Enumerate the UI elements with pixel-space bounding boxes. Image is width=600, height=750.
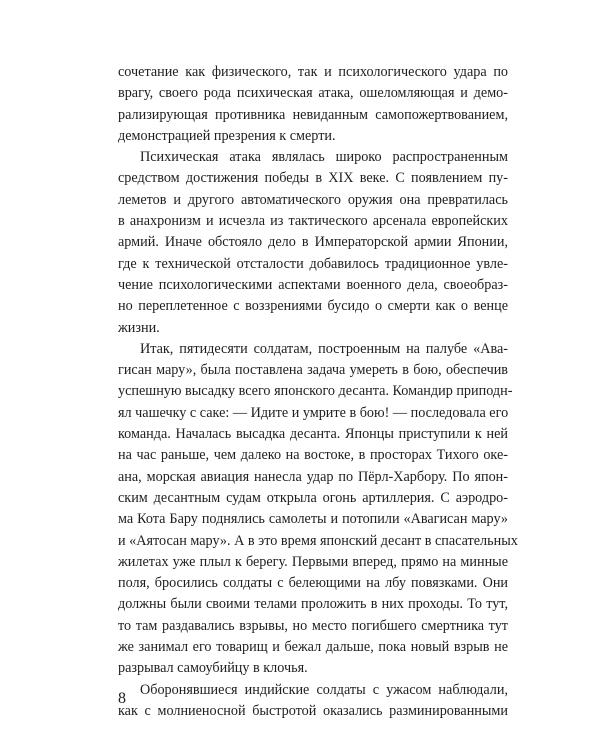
text-line: демонстрацией презрения к смерти.	[118, 127, 336, 144]
paragraph-1	[118, 62, 508, 147]
text-line: в анахронизм и исчезла из тактического арсенала европейских	[118, 213, 508, 230]
text-line: как с молниеносной быстротой оказались разминированными	[118, 702, 508, 719]
text-line: ана, морская авиация нанесла удар по Пёрл-Харбору. По япон-	[118, 468, 508, 485]
page-number: 8	[118, 690, 126, 707]
text-line: Итак, пятидесяти солдатам, построенным на палубе «Ава-	[140, 340, 508, 357]
text-line: гисан мару», была поставлена задача умереть в бою, обеспечив	[118, 362, 508, 379]
text-line: команда. Началась высадка десанта. Японцы приступили к ней	[118, 426, 508, 443]
text-line: Психическая атака являлась широко распространенным	[140, 149, 508, 166]
text-line: армий. Иначе обстояло дело в Императорской армии Японии,	[118, 234, 508, 251]
text-line: же занимал его товарищ и бежал дальше, пока новый взрыв не	[118, 639, 508, 656]
text-line: разрывал самоубийцу в клочья.	[118, 660, 308, 677]
text-line: поля, бросились солдаты с белеющими на лбу повязками. Они	[118, 575, 508, 592]
paragraph-2	[118, 147, 508, 339]
text-line: чение психологическими аспектами военного дела, своеобраз-	[118, 276, 508, 293]
paragraph-4	[118, 680, 508, 723]
text-line: сочетание как физического, так и психологического удара по	[118, 64, 508, 80]
text-line: врагу, своего рода психическая атака, ошеломляющая и демо-	[118, 85, 508, 102]
text-line: ма Кота Бару поднялись самолеты и потопили «Авагисан мару»	[118, 511, 508, 528]
text-line: Оборонявшиеся индийские солдаты с ужасом наблюдали,	[140, 681, 508, 698]
text-line: должны были своими телами проложить в них проходы. То тут,	[118, 596, 508, 613]
body-text	[118, 62, 518, 722]
text-line: жилетах уже плыл к берегу. Первыми вперед, прямо на минные	[118, 553, 508, 570]
text-line: успешную высадку всего японского десанта. Командир приподн-	[118, 383, 513, 400]
text-line: леметов и другого автоматического оружия она превратилась	[118, 191, 508, 208]
text-line: рализирующая противника невиданным самопожертвованием,	[118, 106, 508, 123]
text-line: жизни.	[118, 319, 160, 336]
text-line: то там раздавались взрывы, но место погибшего смертника тут	[118, 617, 508, 634]
paragraph-3	[118, 339, 518, 680]
text-line: и «Аятосан мару». А в это время японский десант в спасательных	[118, 532, 518, 549]
text-line: ял чашечку с саке: — Идите и умрите в бою! — последовала его	[118, 404, 509, 421]
text-line: ским десантным судам открыла огонь артиллерия. С аэродро-	[118, 489, 508, 506]
text-line: на час раньше, чем далеко на востоке, в просторах Тихого оке-	[118, 447, 508, 464]
text-line: но переплетенное с воззрениями бусидо о смерти как о венце	[118, 298, 508, 315]
text-line: где к технической отсталости добавилось традиционное увле-	[118, 255, 508, 272]
text-line: средством достижения победы в XIX веке. С появлением пу-	[118, 170, 508, 187]
